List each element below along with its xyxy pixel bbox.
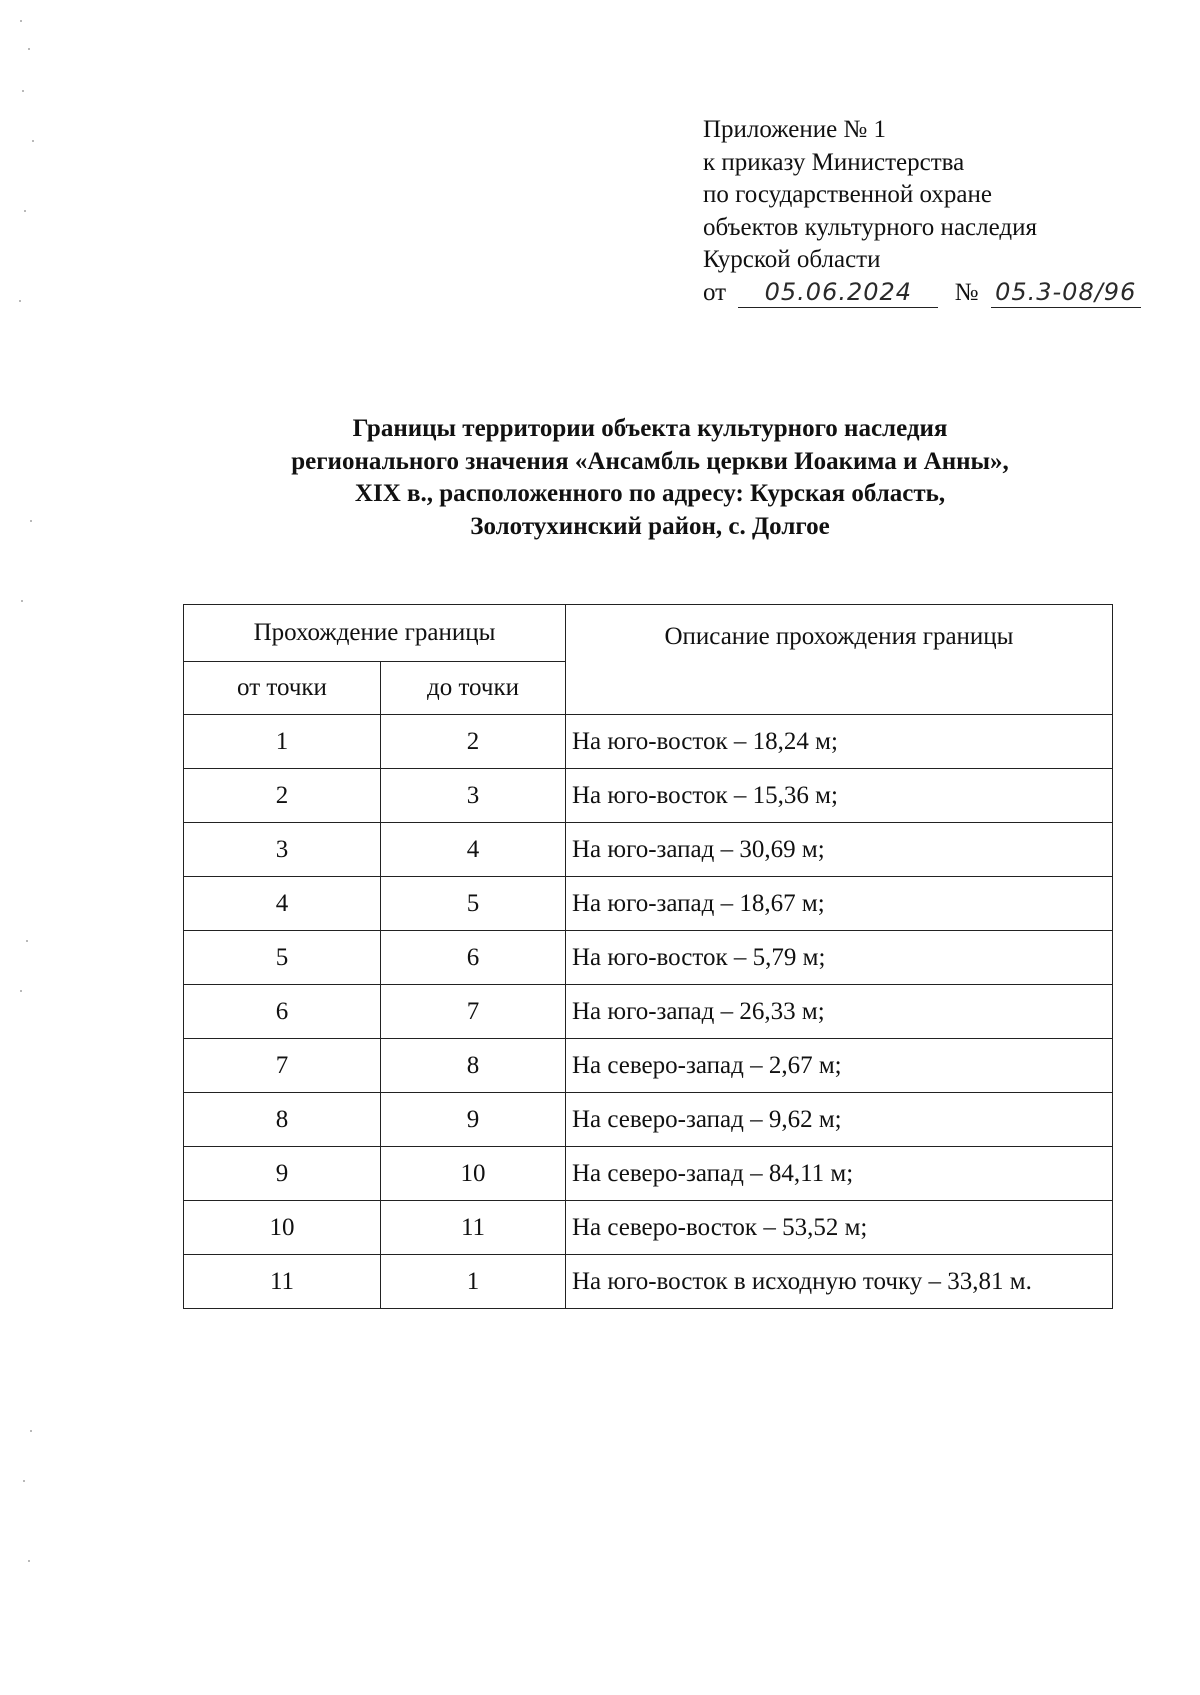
header-from-point: от точки (184, 662, 381, 715)
appendix-block (703, 114, 1141, 309)
cell-description: На северо-запад – 9,62 м; (566, 1093, 1113, 1147)
cell-from-point: 11 (184, 1255, 381, 1309)
cell-from-point: 5 (184, 931, 381, 985)
boundary-table (183, 604, 1113, 1309)
header-to-point: до точки (381, 662, 566, 715)
date-prefix: от (703, 278, 727, 306)
table-row (184, 1147, 1113, 1201)
boundary-table-body (184, 605, 1113, 1309)
appendix-order-ref: к приказу Министерства (703, 148, 965, 176)
appendix-title: Приложение № 1 (703, 116, 887, 143)
cell-description: На юго-восток – 15,36 м; (566, 769, 1113, 823)
cell-from-point: 4 (184, 877, 381, 931)
table-row (184, 715, 1113, 769)
cell-to-point: 1 (381, 1255, 566, 1309)
table-row (184, 1255, 1113, 1309)
cell-from-point: 8 (184, 1093, 381, 1147)
title-line-1: Границы территории объекта культурного наследия (352, 415, 948, 442)
cell-from-point: 6 (184, 985, 381, 1039)
cell-description: На юго-восток – 18,24 м; (566, 715, 1113, 769)
table-row (184, 769, 1113, 823)
cell-to-point: 2 (381, 715, 566, 769)
cell-from-point: 2 (184, 769, 381, 823)
cell-description: На северо-запад – 84,11 м; (566, 1147, 1113, 1201)
title-line-3: XIX в., расположенного по адресу: Курская область, (354, 480, 946, 507)
table-row (184, 1039, 1113, 1093)
header-boundary-passage: Прохождение границы (184, 605, 566, 662)
cell-description: На юго-запад – 18,67 м; (566, 877, 1113, 931)
order-number-handwritten: 05.3-08/96 (991, 277, 1141, 308)
scan-noise (18, 0, 58, 1695)
cell-to-point: 6 (381, 931, 566, 985)
order-date-handwritten: 05.06.2024 (738, 277, 938, 308)
cell-to-point: 3 (381, 769, 566, 823)
number-prefix: № (954, 278, 979, 306)
table-row (184, 1093, 1113, 1147)
title-line-4: Золотухинский район, с. Долгое (470, 512, 830, 540)
table-row (184, 931, 1113, 985)
cell-description: На северо-восток – 53,52 м; (566, 1201, 1113, 1255)
cell-description: На юго-восток в исходную точку – 33,81 м. (566, 1255, 1113, 1309)
cell-to-point: 11 (381, 1201, 566, 1255)
document-title (180, 413, 1120, 543)
cell-to-point: 10 (381, 1147, 566, 1201)
table-row (184, 877, 1113, 931)
appendix-region: Курской области (703, 246, 881, 273)
appendix-ministry-line2: объектов культурного наследия (703, 213, 1037, 241)
title-line-2: регионального значения «Ансамбль церкви Иоакима и Анны», (291, 447, 1009, 475)
cell-description: На юго-запад – 30,69 м; (566, 823, 1113, 877)
appendix-ministry-line1: по государственной охране (703, 181, 993, 208)
cell-from-point: 9 (184, 1147, 381, 1201)
cell-from-point: 3 (184, 823, 381, 877)
cell-description: На юго-восток – 5,79 м; (566, 931, 1113, 985)
cell-to-point: 7 (381, 985, 566, 1039)
header-boundary-description: Описание прохождения границы (566, 605, 1113, 715)
cell-description: На северо-запад – 2,67 м; (566, 1039, 1113, 1093)
order-date-number-line (703, 277, 1141, 310)
cell-to-point: 4 (381, 823, 566, 877)
table-header-row (184, 605, 1113, 662)
cell-from-point: 10 (184, 1201, 381, 1255)
cell-to-point: 5 (381, 877, 566, 931)
cell-from-point: 1 (184, 715, 381, 769)
cell-to-point: 8 (381, 1039, 566, 1093)
cell-to-point: 9 (381, 1093, 566, 1147)
table-row (184, 823, 1113, 877)
table-row (184, 985, 1113, 1039)
cell-description: На юго-запад – 26,33 м; (566, 985, 1113, 1039)
cell-from-point: 7 (184, 1039, 381, 1093)
table-row (184, 1201, 1113, 1255)
